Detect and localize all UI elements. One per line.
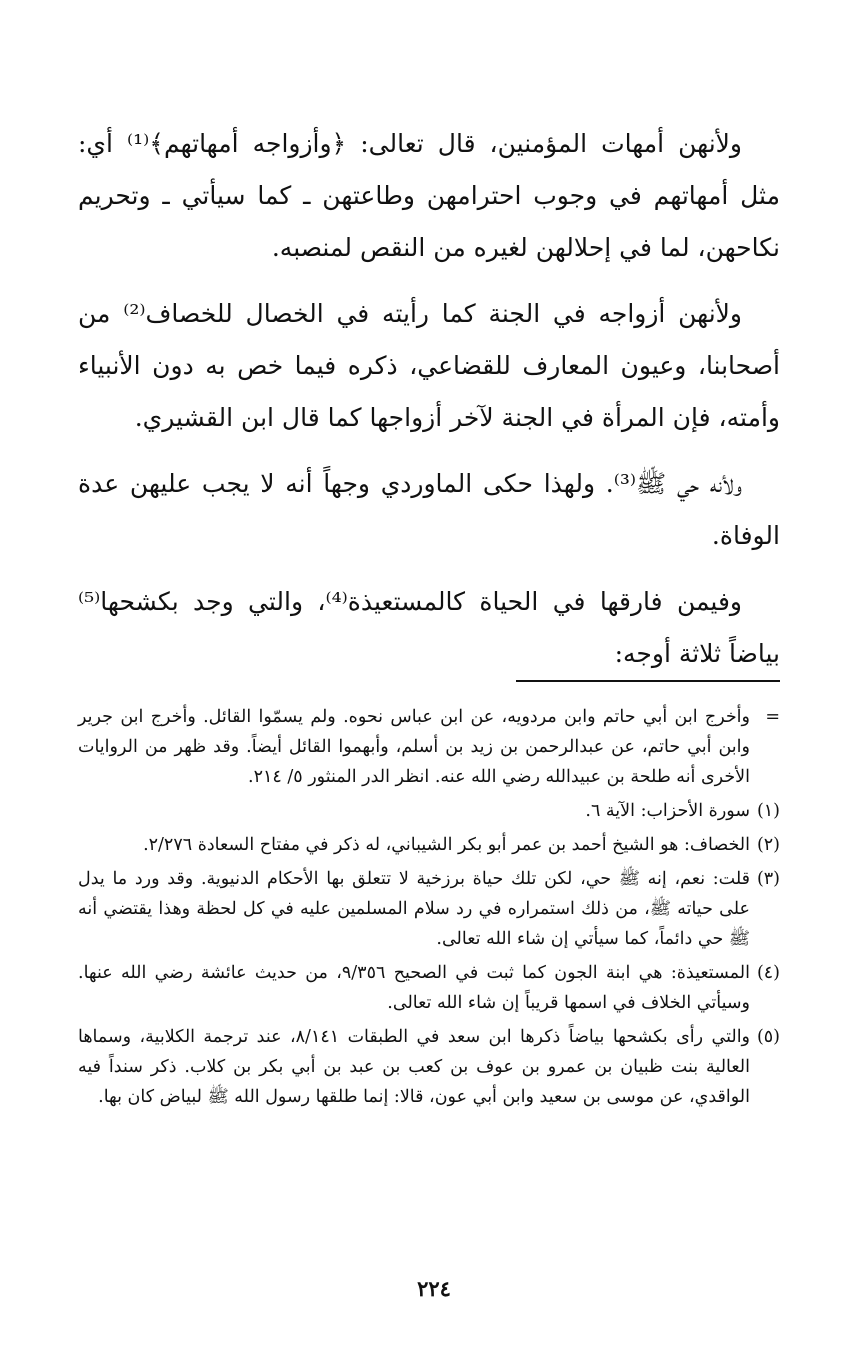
footnote-marker: (١) <box>756 801 780 821</box>
footnote-text: المستعيذة: هي ابنة الجون كما ثبت في الصحيح ٩/٣٥٦، من حديث عائشة رضي الله عنها. وسيأتي الخلاف في اسمها قريباً إن شاء الله تعالى. <box>78 963 750 1013</box>
paragraph-1: ولأنهن أمهات المؤمنين، قال تعالى: ﴿وأزواجه أمهاتهم﴾⁽¹⁾ أي: مثل أمهاتهم في وجوب احترامهن وطاعتهن ـ كما سيأتي ـ وتحريم نكاحهن، لما في إحلالهن لغيره من النقص لمنصبه. <box>78 129 780 262</box>
footnote-continued <box>78 702 780 792</box>
footnote-text: سورة الأحزاب: الآية ٦. <box>585 801 750 821</box>
paragraph-2: ولأنهن أزواجه في الجنة كما رأيته في الخصال للخصاف⁽²⁾ من أصحابنا، وعيون المعارف للقضاعي، ذكره فيما خص به دون الأنبياء وأمته، فإن المرأة في الجنة لآخر أزواجها كما قال ابن القشيري. <box>78 299 780 432</box>
footnote-text: وأخرج ابن أبي حاتم وابن مردويه، عن ابن عباس نحوه. ولم يسمّوا القائل. وأخرج ابن جرير وابن أبي حاتم، عن عبدالرحمن بن زيد بن أسلم، وأبهموا القائل أيضاً. وقد ظهر من الروايات الأخرى أنه طلحة بن عبيدالله رضي الله عنه. انظر الدر المنثور ٥/ ٢١٤. <box>78 707 750 787</box>
footnote-text: قلت: نعم، إنه ﷺ حي، لكن تلك حياة برزخية لا تتعلق بها الأحكام الدنيوية. وقد ورد ما يدل على حياته ﷺ، من ذلك استمراره في رد سلام المسلمين عليه في كل لحظة وهذا يقتضي أنه ﷺ حي دائماً، كما سيأتي إن شاء الله تعالى. <box>78 869 750 949</box>
footnote-marker: (٥) <box>756 1027 780 1047</box>
footnotes <box>78 702 780 1116</box>
footnote-3 <box>78 864 780 954</box>
footnote-text: الخصاف: هو الشيخ أحمد بن عمر أبو بكر الشيباني، له ذكر في مفتاح السعادة ٢/٢٧٦. <box>143 835 750 855</box>
footnote-5 <box>78 1022 780 1112</box>
footnote-marker: (٤) <box>756 963 780 983</box>
footnote-marker: (٢) <box>756 835 780 855</box>
page-number: ٢٢٤ <box>417 1276 451 1301</box>
footnote-1 <box>78 796 780 826</box>
paragraph-3: ولأنه حي ﷺ⁽³⁾. ولهذا حكى الماوردي وجهاً أنه لا يجب عليهن عدة الوفاة. <box>78 469 780 550</box>
main-text <box>78 118 780 694</box>
paragraph-4: وفيمن فارقها في الحياة كالمستعيذة⁽⁴⁾، والتي وجد بكشحها⁽⁵⁾ بياضاً ثلاثة أوجه: <box>78 587 780 668</box>
footnote-marker: = <box>765 707 780 727</box>
footnote-marker: (٣) <box>756 869 780 889</box>
footnote-separator <box>516 680 780 682</box>
footnote-text: والتي رأى بكشحها بياضاً ذكرها ابن سعد في الطبقات ٨/١٤١، عند ترجمة الكلابية، وسماها العالية بنت ظبيان بن عمرو بن عوف بن كعب بن عبد بن أبي بكر بن كلاب. ذكر سنداً فيه الواقدي، عن موسى بن سعيد وابن أبي عون، قالا: إنما طلقها رسول الله ﷺ لبياض كان بها. <box>78 1027 751 1107</box>
footnote-2 <box>78 830 780 860</box>
footnote-4 <box>78 958 780 1018</box>
